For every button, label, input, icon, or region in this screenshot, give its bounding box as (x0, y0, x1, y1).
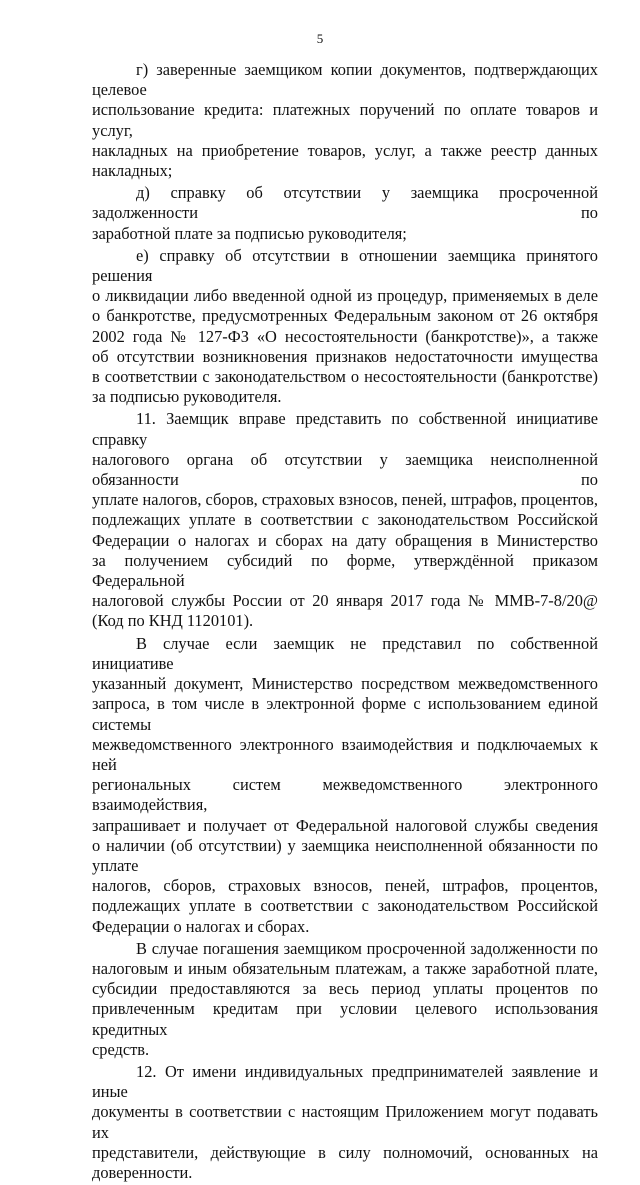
text-line: документы в соответствии с настоящим Приложением могут подавать их (92, 1102, 598, 1142)
text-line: накладных; (92, 161, 173, 181)
paragraph-p12 (92, 1062, 598, 1183)
text-line: 11. Заемщик вправе представить по собственной инициативе справку (92, 409, 598, 449)
text-line: Федерации о налогах и сборах на дату обращения в Министерство (92, 530, 598, 550)
text-line: о наличии (об отсутствии) у заемщика неисполненной обязанности по уплате (92, 835, 598, 875)
paragraph-p11b (92, 634, 598, 937)
text-line: налоговым и иным обязательным платежам, а также заработной плате, (92, 958, 598, 978)
text-line: использование кредита: платежных поручений по оплате товаров и услуг, (92, 100, 598, 140)
text-line: налоговой службы России от 20 января 2017 года № ММВ-7-8/20@ (92, 591, 598, 611)
text-line: уплате налогов, сборов, страховых взносов, пеней, штрафов, процентов, (92, 490, 599, 510)
document-body (92, 60, 598, 1185)
text-line: субсидии предоставляются за весь период уплаты процентов по (92, 979, 598, 999)
text-line: о ликвидации либо введенной одной из процедур, применяемых в деле (92, 286, 598, 306)
text-line: е) справку об отсутствии в отношении заемщика принятого решения (92, 245, 598, 286)
text-line: межведомственного электронного взаимодействия и подключаемых к ней (92, 734, 598, 774)
text-line: подлежащих уплате в соответствии с законодательством Российской (92, 510, 598, 530)
paragraph-e (92, 246, 598, 408)
text-line: накладных на приобретение товаров, услуг, а также реестр данных (92, 140, 598, 160)
paragraph-d (92, 183, 598, 244)
text-line: региональных систем межведомственного электронного взаимодействия, (92, 775, 598, 815)
text-line: подлежащих уплате в соответствии с законодательством Российской (92, 896, 598, 916)
text-line: привлеченным кредитам при условии целевого использования кредитных (92, 999, 598, 1039)
text-line: (Код по КНД 1120101). (92, 611, 254, 631)
text-line: в соответствии с законодательством о несостоятельности (банкротстве) (92, 367, 598, 387)
text-line: В случае погашения заемщиком просроченной задолженности по (136, 938, 598, 958)
text-line: запроса, в том числе в электронной форме с использованием единой системы (92, 694, 598, 734)
text-line: д) справку об отсутствии у заемщика просроченной задолженности по (92, 183, 598, 223)
text-line: средств. (92, 1039, 150, 1059)
paragraph-p11 (92, 409, 598, 631)
text-line: налогового органа об отсутствии у заемщика неисполненной обязанности по (92, 449, 598, 490)
text-line: об отсутствии возникновения признаков недостаточности имущества (92, 346, 598, 366)
text-line: представители, действующие в силу полномочий, основанных на (92, 1142, 598, 1162)
text-line: 2002 года № 127-ФЗ «О несостоятельности (банкротстве)», а также (92, 326, 598, 346)
text-line: г) заверенные заемщиком копии документов, подтверждающих целевое (92, 60, 598, 100)
text-line: В случае если заемщик не представил по собственной инициативе (92, 633, 598, 673)
text-line: доверенности. (92, 1162, 193, 1182)
text-line: налогов, сборов, страховых взносов, пеней, штрафов, процентов, (92, 876, 598, 896)
text-line: запрашивает и получает от Федеральной налоговой службы сведения (92, 815, 598, 835)
text-line: 12. От имени индивидуальных предпринимателей заявление и иные (92, 1061, 598, 1102)
text-line: о банкротстве, предусмотренных Федеральным законом от 26 октября (92, 306, 598, 326)
text-line: Федерации о налогах и сборах. (92, 916, 310, 936)
paragraph-p11c (92, 939, 598, 1060)
paragraph-g (92, 60, 598, 181)
page-number: 5 (316, 31, 324, 46)
text-line: заработной плате за подписью руководителя; (92, 223, 407, 243)
text-line: за получением субсидий по форме, утверждённой приказом Федеральной (92, 550, 598, 591)
text-line: указанный документ, Министерство посредством межведомственного (92, 674, 598, 694)
text-line: за подписью руководителя. (92, 387, 282, 407)
